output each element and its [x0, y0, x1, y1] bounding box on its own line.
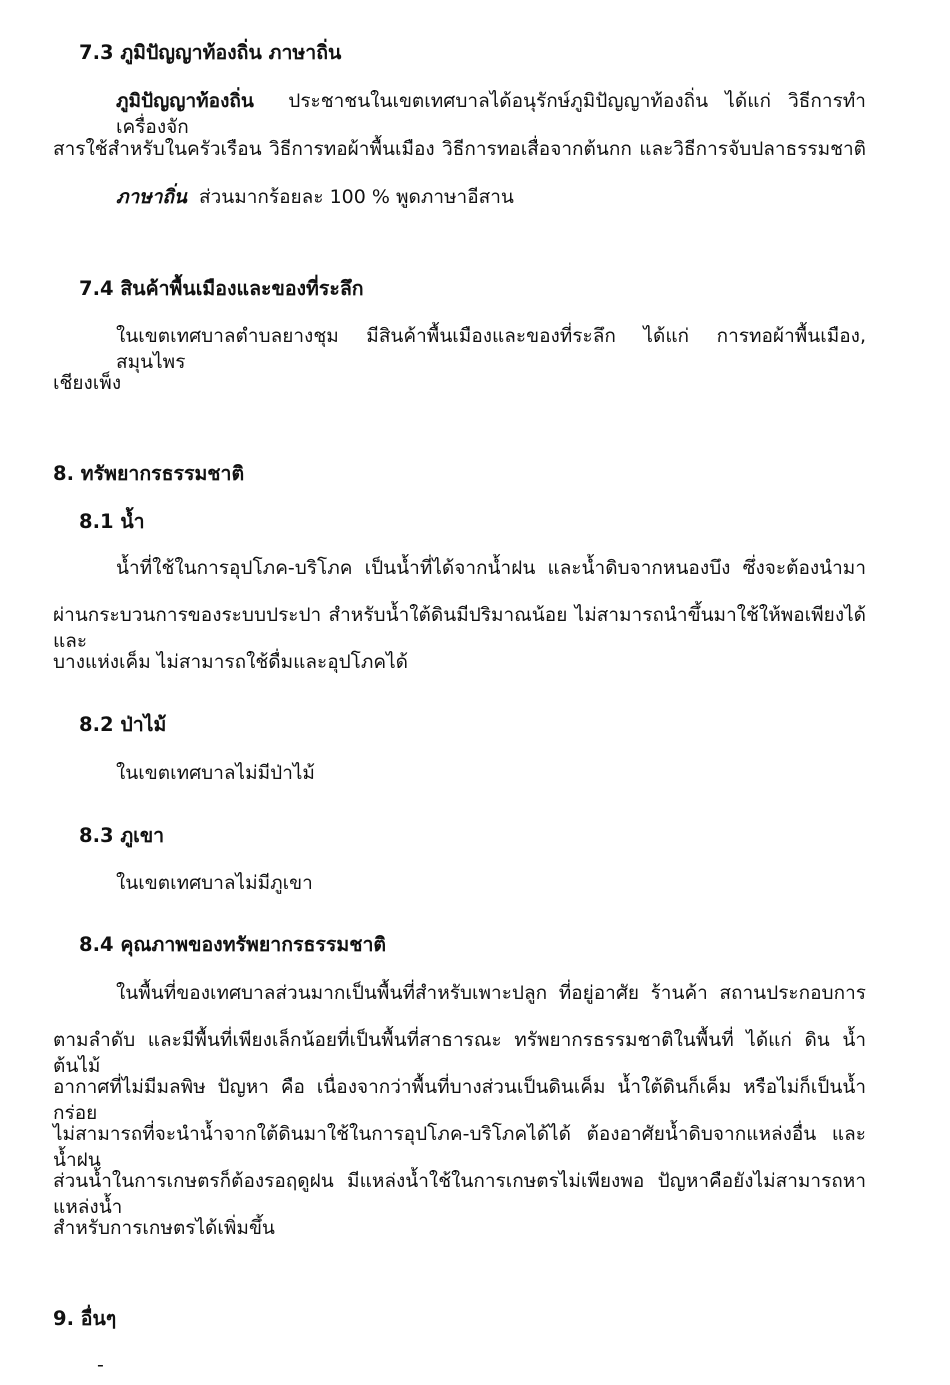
section-8-4-line5: ส่วนน้ำในการเกษตรก็ต้องรอฤดูฝน มีแหล่งน้ำใช้ในการเกษตรไม่เพียงพอ ปัญหาคือยังไม่สามารถหาแหล่งน้ำ — [53, 1170, 866, 1218]
section-7-4-heading: 7.4 สินค้าพื้นเมืองและของที่ระลึก — [79, 277, 364, 300]
dialect-text: ส่วนมากร้อยละ 100 % พูดภาษาอีสาน — [198, 186, 514, 208]
section-8-1-line3: บางแห่งเค็ม ไม่สามารถใช้ดื่มและอุปโภคได้ — [53, 651, 409, 673]
section-8-heading: 8. ทรัพยากรธรรมชาติ — [53, 462, 245, 485]
section-7-3-heading: 7.3 ภูมิปัญญาท้องถิ่น ภาษาถิ่น — [79, 41, 342, 64]
section-8-1-line1: น้ำที่ใช้ในการอุปโภค-บริโภค เป็นน้ำที่ได้จากน้ำฝน และน้ำดิบจากหนองบึง ซึ่งจะต้องนำมา — [116, 557, 866, 579]
section-8-4-line6: สำหรับการเกษตรได้เพิ่มขึ้น — [53, 1217, 275, 1239]
section-7-3-wisdom-line2: สารใช้สำหรับในครัวเรือน วิธีการทอผ้าพื้นเมือง วิธีการทอเสื่อจากต้นกก และวิธีการจับปลาธรรมชาติ — [53, 138, 866, 160]
section-8-2-heading: 8.2 ป่าไม้ — [79, 713, 167, 736]
section-8-1-line2: ผ่านกระบวนการของระบบประปา สำหรับน้ำใต้ดินมีปริมาณน้อย ไม่สามารถนำขึ้นมาใช้ให้พอเพียงได้ และ — [53, 604, 866, 652]
section-8-4-line2: ตามลำดับ และมีพื้นที่เพียงเล็กน้อยที่เป็นพื้นที่สาธารณะ ทรัพยากรธรรมชาติในพื้นที่ ได้แก่ ดิน น้ำ ต้นไม้ — [53, 1029, 866, 1077]
section-9-bullet: - — [97, 1354, 104, 1376]
section-7-3-wisdom-line1 — [116, 88, 866, 140]
dialect-label: ภาษาถิ่น — [116, 186, 187, 208]
wisdom-label: ภูมิปัญญาท้องถิ่น — [116, 90, 254, 112]
section-8-2-text: ในเขตเทศบาลไม่มีป่าไม้ — [116, 762, 315, 784]
section-8-1-heading: 8.1 น้ำ — [79, 510, 145, 533]
section-8-3-heading: 8.3 ภูเขา — [79, 824, 165, 847]
section-7-3-dialect-line — [116, 184, 514, 210]
section-8-4-line4: ไม่สามารถที่จะนำน้ำจากใต้ดินมาใช้ในการอุปโภค-บริโภคได้ได้ ต้องอาศัยน้ำดิบจากแหล่งอื่น และน้ำฝน — [53, 1123, 866, 1171]
section-8-4-line3: อากาศที่ไม่มีมลพิษ ปัญหา คือ เนื่องจากว่าพื้นที่บางส่วนเป็นดินเค็ม น้ำใต้ดินก็เค็ม หรือไม่ก็เป็นน้ำกร่อย — [53, 1076, 866, 1124]
section-9-heading: 9. อื่นๆ — [53, 1307, 117, 1330]
section-8-4-line1: ในพื้นที่ของเทศบาลส่วนมากเป็นพื้นที่สำหรับเพาะปลูก ที่อยู่อาศัย ร้านค้า สถานประกอบการ — [116, 982, 866, 1004]
section-8-4-heading: 8.4 คุณภาพของทรัพยากรธรรมชาติ — [79, 933, 387, 956]
wisdom-text-1: ประชาชนในเขตเทศบาลได้อนุรักษ์ภูมิปัญญาท้องถิ่น ได้แก่ วิธีการทำเครื่องจัก — [116, 90, 866, 138]
section-7-4-line2: เชียงเพ็ง — [53, 372, 122, 394]
section-7-4-line1: ในเขตเทศบาลตำบลยางชุม มีสินค้าพื้นเมืองและของที่ระลึก ได้แก่ การทอผ้าพื้นเมือง, สมุนไพร — [116, 325, 866, 373]
section-8-3-text: ในเขตเทศบาลไม่มีภูเขา — [116, 872, 313, 894]
